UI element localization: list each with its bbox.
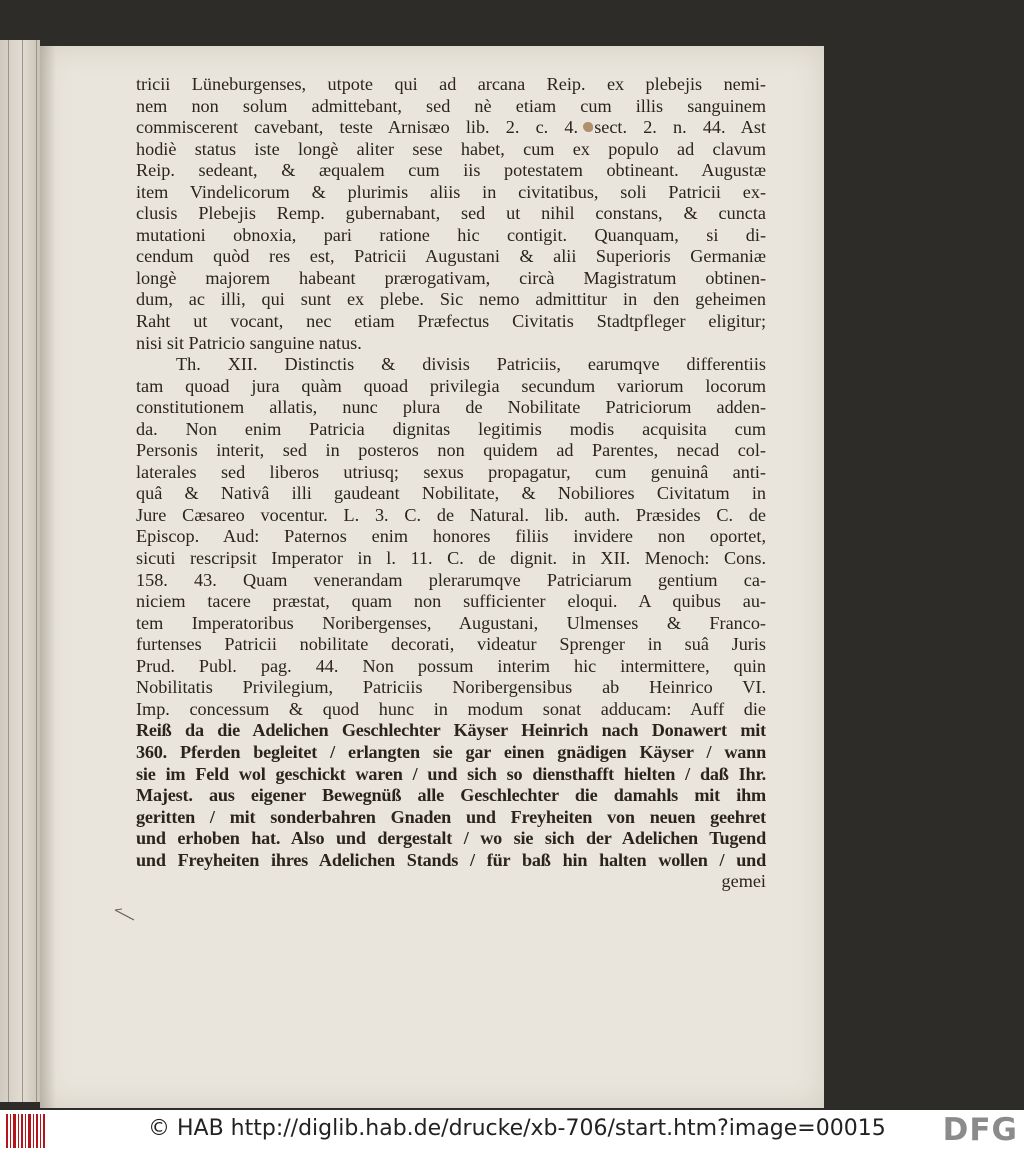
page-text-block [136,74,766,893]
text-line: constitutionem allatis, nunc plura de Nobilitate Patriciorum adden- [136,397,766,418]
margin-mark-icon [114,908,136,922]
text-line: longè majorem habeant prærogativam, circà Magistratum obtinen- [136,267,766,288]
fraktur-line: geritten / mit sonderbahren Gnaden und Freyheiten von neuen geehret [136,806,766,827]
text-line: da. Non enim Patricia dignitas legitimis modis acquisita cum [136,418,766,439]
text-line: hodiè status iste longè aliter sese habet, cum ex populo ad clavum [136,138,766,159]
fraktur-line: Majest. aus eigener Bewegnüß alle Geschlechter die damahls mit ihm [136,785,766,806]
catchword: gemei [721,871,766,892]
previous-page-edge [0,40,40,1102]
text-line: furtenses Patricii nobilitate decorati, videatur Sprenger in suâ Juris [136,634,766,655]
text-line: nem non solum admittebant, sed nè etiam cum illis sanguinem [136,95,766,116]
text-line: tem Imperatoribus Noribergenses, Augustani, Ulmenses & Franco- [136,612,766,633]
text-line: item Vindelicorum & plurimis aliis in civitatibus, soli Patricii ex- [136,181,766,202]
fraktur-line: und erhoben hat. Also und dergestalt / wo sie sich der Adelichen Tugend [136,828,766,849]
text-line: 158. 43. Quam venerandam plerarumqve Patriciarum gentium ca- [136,569,766,590]
text-line: Raht ut vocant, nec etiam Præfectus Civitatis Stadtpfleger eligitur; [136,311,766,332]
text-line: clusis Plebejis Remp. gubernabant, sed ut nihil constans, & cuncta [136,203,766,224]
text-line: Personis interit, sed in posteros non quidem ad Parentes, necad col- [136,440,766,461]
text-line: Episcop. Aud: Paternos enim honores filiis invidere non oportet, [136,526,766,547]
scanned-page [40,46,824,1108]
fraktur-line: 360. Pferden begleitet / erlangten sie gar einen gnädigen Käyser / wann [136,741,766,762]
page-fold-shadow [40,46,56,1108]
section-heading-line: Th. XII. Distinctis & divisis Patriciis, earumqve differentiis [176,354,766,375]
text-line: nisi sit Patricio sanguine natus. [136,332,362,353]
fraktur-line: Reiß da die Adelichen Geschlechter Käyser Heinrich nach Donawert mit [136,720,766,741]
text-line: Imp. concessum & quod hunc in modum sonat adducam: Auff die [136,698,766,719]
text-line: quâ & Nativâ illi gaudeant Nobilitate, & Nobiliores Civitatum in [136,483,766,504]
dfg-logo: DFG [942,1112,1018,1148]
text-line: tam quoad jura quàm quoad privilegia secundum variorum locorum [136,375,766,396]
text-line: Nobilitatis Privilegium, Patriciis Noribergensibus ab Heinrico VI. [136,677,766,698]
text-line: cendum quòd res est, Patricii Augustani & alii Superioris Germaniæ [136,246,766,267]
text-line: Jure Cæsareo vocentur. L. 3. C. de Natural. lib. auth. Præsides C. de [136,504,766,525]
text-line: niciem tacere præstat, quam non sufficienter eloqui. A quibus au- [136,591,766,612]
text-line: mutationi obnoxia, pari ratione hic contigit. Quanquam, si di- [136,224,766,245]
footer-bar [0,1110,1024,1151]
text-line: sicuti rescripsit Imperator in l. 11. C. de dignit. in XII. Menoch: Cons. [136,548,766,569]
fraktur-line: und Freyheiten ihres Adelichen Stands / für baß hin halten wollen / und [136,849,766,870]
text-line: dum, ac illi, qui sunt ex plebe. Sic nemo admittitur in den geheimen [136,289,766,310]
barcode-icon [6,1114,46,1148]
fraktur-line: sie im Feld wol geschickt waren / und sich so diensthafft hielten / daß Ihr. [136,763,766,784]
source-link[interactable]: © HAB http://diglib.hab.de/drucke/xb-706/start.htm?image=00015 [148,1116,886,1141]
text-line: tricii Lüneburgenses, utpote qui ad arcana Reip. ex plebejis nemi- [136,74,766,94]
text-line: laterales sed liberos utriusq; sexus propagatur, cum genuinâ anti- [136,461,766,482]
text-line: Prud. Publ. pag. 44. Non possum interim hic intermittere, quin [136,655,766,676]
text-line: commiscerent cavebant, teste Arnisæo lib. 2. c. 4. sect. 2. n. 44. Ast [136,117,766,138]
text-line: Reip. sedeant, & æqualem cum iis potestatem obtineant. Augustæ [136,160,766,181]
